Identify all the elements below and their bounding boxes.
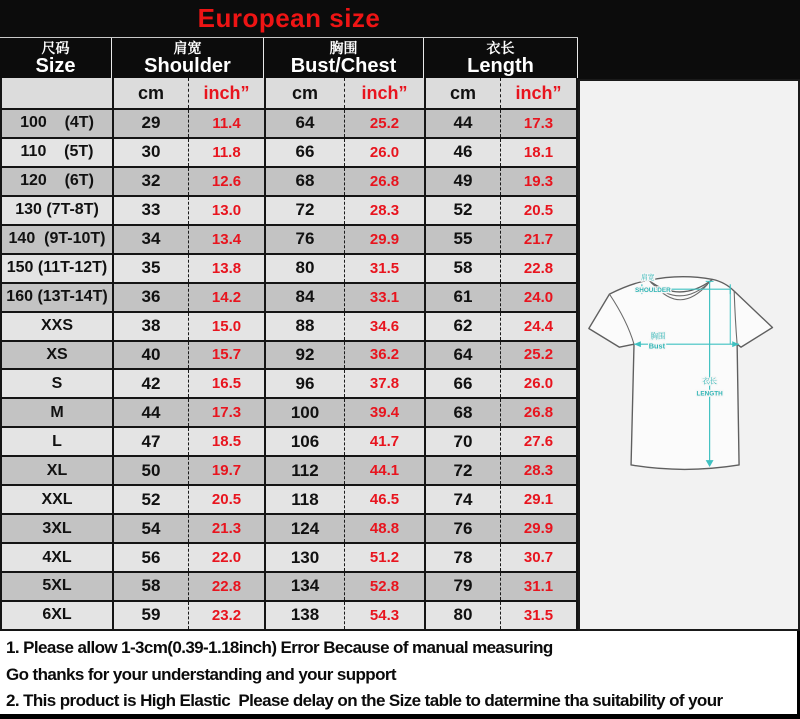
length-cm-cell: 80 <box>424 602 500 629</box>
size-cell: L <box>52 432 62 450</box>
shoulder-cm-cell: 52 <box>112 486 188 513</box>
bust-cm-cell: 80 <box>264 255 344 282</box>
size-cell: 5XL <box>42 577 72 595</box>
measurement-diagram-panel <box>578 79 800 631</box>
size-cell: S <box>51 374 63 392</box>
length-label-en: LENGTH <box>696 390 723 398</box>
shoulder-cm-cell: 35 <box>112 255 188 282</box>
bust-cm-cell: 134 <box>264 573 344 600</box>
shoulder-cm-cell: 29 <box>112 110 188 137</box>
tshirt-diagram <box>580 81 798 629</box>
table-body <box>0 110 578 631</box>
shoulder-inch-cell: 12.6 <box>188 168 264 195</box>
size-cell: 100 (4T) <box>20 114 94 132</box>
size-cell: 110 (5T) <box>20 143 94 161</box>
length-inch-cell: 21.7 <box>500 226 576 253</box>
bust-cm-cell: 84 <box>264 284 344 311</box>
bust-inch-cell: 46.5 <box>344 486 424 513</box>
length-inch-cell: 24.4 <box>500 313 576 340</box>
length-inch-cell: 26.0 <box>500 370 576 397</box>
length-cm-cell: 62 <box>424 313 500 340</box>
shoulder-inch-cell: 13.0 <box>188 197 264 224</box>
table-row <box>0 313 578 342</box>
length-cm-cell: 76 <box>424 515 500 542</box>
bust-inch-cell: 26.0 <box>344 139 424 166</box>
shoulder-cm-cell: 34 <box>112 226 188 253</box>
bust-inch-cell: 36.2 <box>344 342 424 369</box>
length-label-zh: 衣长 <box>702 376 717 386</box>
shoulder-inch-cell: 22.0 <box>188 544 264 571</box>
bust-label-zh: 胸围 <box>650 331 666 341</box>
shoulder-inch-cell: 15.0 <box>188 313 264 340</box>
length-cm-cell: 61 <box>424 284 500 311</box>
unit-row <box>0 78 578 110</box>
table-row <box>0 399 578 428</box>
shoulder-cm-cell: 59 <box>112 602 188 629</box>
bust-inch-cell: 29.9 <box>344 226 424 253</box>
shoulder-cm-cell: 42 <box>112 370 188 397</box>
bust-inch-cell: 28.3 <box>344 197 424 224</box>
bust-inch-cell: 37.8 <box>344 370 424 397</box>
length-cm-cell: 79 <box>424 573 500 600</box>
length-inch-cell: 31.5 <box>500 602 576 629</box>
bust-inch-cell: 48.8 <box>344 515 424 542</box>
unit-length-inch: inch” <box>500 78 576 108</box>
bust-cm-cell: 88 <box>264 313 344 340</box>
length-cm-cell: 44 <box>424 110 500 137</box>
shoulder-cm-cell: 56 <box>112 544 188 571</box>
shoulder-cm-cell: 32 <box>112 168 188 195</box>
bust-cm-cell: 68 <box>264 168 344 195</box>
length-inch-cell: 30.7 <box>500 544 576 571</box>
size-table <box>0 37 578 631</box>
length-inch-cell: 28.3 <box>500 457 576 484</box>
bust-label-en: Bust <box>648 341 666 351</box>
table-row <box>0 255 578 284</box>
header-size-en: Size <box>35 54 76 77</box>
table-row <box>0 457 578 486</box>
shoulder-inch-cell: 13.4 <box>188 226 264 253</box>
bust-cm-cell: 72 <box>264 197 344 224</box>
bust-cm-cell: 118 <box>264 486 344 513</box>
length-cm-cell: 72 <box>424 457 500 484</box>
table-row <box>0 197 578 226</box>
shoulder-cm-cell: 36 <box>112 284 188 311</box>
bust-inch-cell: 25.2 <box>344 110 424 137</box>
header-length-zh: 衣长 <box>486 39 515 56</box>
shoulder-cm-cell: 38 <box>112 313 188 340</box>
table-row <box>0 573 578 602</box>
length-cm-cell: 64 <box>424 342 500 369</box>
size-cell: 130 (7T-8T) <box>15 201 99 219</box>
table-row <box>0 284 578 313</box>
length-cm-cell: 55 <box>424 226 500 253</box>
header-bust-en: Bust/Chest <box>290 54 397 77</box>
bust-inch-cell: 26.8 <box>344 168 424 195</box>
length-inch-cell: 22.8 <box>500 255 576 282</box>
unit-length-cm: cm <box>424 78 500 108</box>
shoulder-label-zh: 肩宽 <box>640 274 655 282</box>
note-line-2: Go thanks for your understanding and your support <box>6 664 396 684</box>
unit-size-cell <box>2 78 112 108</box>
size-cell: 120 (6T) <box>20 172 94 190</box>
size-cell: 140 (9T-10T) <box>8 230 106 248</box>
size-cell: XS <box>46 345 68 363</box>
bust-inch-cell: 31.5 <box>344 255 424 282</box>
shoulder-cm-cell: 33 <box>112 197 188 224</box>
length-inch-cell: 29.9 <box>500 515 576 542</box>
bust-cm-cell: 96 <box>264 370 344 397</box>
size-cell: 160 (13T-14T) <box>6 288 108 306</box>
size-cell: M <box>50 403 64 421</box>
note-line-1: 1. Please allow 1-3cm(0.39-1.18inch) Error Because of manual measuring <box>6 638 553 657</box>
length-inch-cell: 27.6 <box>500 428 576 455</box>
length-cm-cell: 66 <box>424 370 500 397</box>
size-cell: 6XL <box>42 606 72 624</box>
length-inch-cell: 31.1 <box>500 573 576 600</box>
shoulder-inch-cell: 20.5 <box>188 486 264 513</box>
shoulder-inch-cell: 23.2 <box>188 602 264 629</box>
bust-cm-cell: 124 <box>264 515 344 542</box>
length-inch-cell: 29.1 <box>500 486 576 513</box>
table-row <box>0 168 578 197</box>
table-row <box>0 544 578 573</box>
length-cm-cell: 46 <box>424 139 500 166</box>
note-line-3: 2. This product is High Elastic Please delay on the Size table to datermine tha suitability of your <box>6 691 723 710</box>
page-title: European size <box>197 3 381 33</box>
shoulder-inch-cell: 21.3 <box>188 515 264 542</box>
table-row <box>0 342 578 371</box>
header-length-en: Length <box>467 54 534 77</box>
length-inch-cell: 19.3 <box>500 168 576 195</box>
bust-inch-cell: 41.7 <box>344 428 424 455</box>
length-cm-cell: 70 <box>424 428 500 455</box>
shoulder-inch-cell: 11.4 <box>188 110 264 137</box>
size-cell: XXL <box>41 490 73 508</box>
shoulder-inch-cell: 19.7 <box>188 457 264 484</box>
bust-inch-cell: 44.1 <box>344 457 424 484</box>
size-cell: 150 (11T-12T) <box>6 259 108 277</box>
length-cm-cell: 52 <box>424 197 500 224</box>
bust-cm-cell: 64 <box>264 110 344 137</box>
shoulder-inch-cell: 14.2 <box>188 284 264 311</box>
bust-cm-cell: 92 <box>264 342 344 369</box>
shoulder-inch-cell: 13.8 <box>188 255 264 282</box>
bust-cm-cell: 130 <box>264 544 344 571</box>
header-size-zh: 尺码 <box>41 39 70 56</box>
size-cell: 3XL <box>42 519 72 537</box>
unit-shoulder-cm: cm <box>112 78 188 108</box>
shoulder-inch-cell: 18.5 <box>188 428 264 455</box>
unit-bust-cm: cm <box>264 78 344 108</box>
header-shoulder <box>112 38 264 78</box>
shoulder-cm-cell: 30 <box>112 139 188 166</box>
header-bust-zh: 胸围 <box>329 39 358 56</box>
shoulder-inch-cell: 15.7 <box>188 342 264 369</box>
shoulder-label-en: SHOULDER <box>634 287 671 295</box>
shoulder-cm-cell: 47 <box>112 428 188 455</box>
notes-section <box>0 631 800 719</box>
header-bust <box>264 38 424 78</box>
length-cm-cell: 74 <box>424 486 500 513</box>
length-inch-cell: 17.3 <box>500 110 576 137</box>
bust-inch-cell: 33.1 <box>344 284 424 311</box>
shoulder-cm-cell: 44 <box>112 399 188 426</box>
bust-cm-cell: 106 <box>264 428 344 455</box>
shoulder-inch-cell: 17.3 <box>188 399 264 426</box>
length-cm-cell: 49 <box>424 168 500 195</box>
table-row <box>0 226 578 255</box>
length-inch-cell: 24.0 <box>500 284 576 311</box>
shoulder-inch-cell: 22.8 <box>188 573 264 600</box>
bust-cm-cell: 100 <box>264 399 344 426</box>
shoulder-inch-cell: 16.5 <box>188 370 264 397</box>
length-inch-cell: 25.2 <box>500 342 576 369</box>
header-length <box>424 38 578 78</box>
length-inch-cell: 26.8 <box>500 399 576 426</box>
table-row <box>0 110 578 139</box>
bust-cm-cell: 76 <box>264 226 344 253</box>
bust-cm-cell: 138 <box>264 602 344 629</box>
table-row <box>0 428 578 457</box>
length-inch-cell: 18.1 <box>500 139 576 166</box>
table-row <box>0 486 578 515</box>
size-cell: 4XL <box>42 548 72 566</box>
size-cell: XXS <box>40 317 73 335</box>
size-cell: XL <box>46 461 68 479</box>
table-row <box>0 515 578 544</box>
shoulder-inch-cell: 11.8 <box>188 139 264 166</box>
bust-inch-cell: 51.2 <box>344 544 424 571</box>
length-inch-cell: 20.5 <box>500 197 576 224</box>
header-size <box>0 38 112 78</box>
table-row <box>0 370 578 399</box>
bust-inch-cell: 39.4 <box>344 399 424 426</box>
bust-inch-cell: 54.3 <box>344 602 424 629</box>
shoulder-cm-cell: 54 <box>112 515 188 542</box>
bust-cm-cell: 66 <box>264 139 344 166</box>
length-cm-cell: 68 <box>424 399 500 426</box>
bust-inch-cell: 34.6 <box>344 313 424 340</box>
table-header-row <box>0 37 578 78</box>
length-cm-cell: 58 <box>424 255 500 282</box>
header-shoulder-en: Shoulder <box>144 54 231 77</box>
shoulder-cm-cell: 58 <box>112 573 188 600</box>
bust-inch-cell: 52.8 <box>344 573 424 600</box>
length-cm-cell: 78 <box>424 544 500 571</box>
table-row <box>0 602 578 631</box>
shoulder-cm-cell: 40 <box>112 342 188 369</box>
unit-shoulder-inch: inch” <box>188 78 264 108</box>
shoulder-cm-cell: 50 <box>112 457 188 484</box>
bust-cm-cell: 112 <box>264 457 344 484</box>
table-row <box>0 139 578 168</box>
header-shoulder-zh: 肩宽 <box>173 39 202 56</box>
unit-bust-inch: inch” <box>344 78 424 108</box>
